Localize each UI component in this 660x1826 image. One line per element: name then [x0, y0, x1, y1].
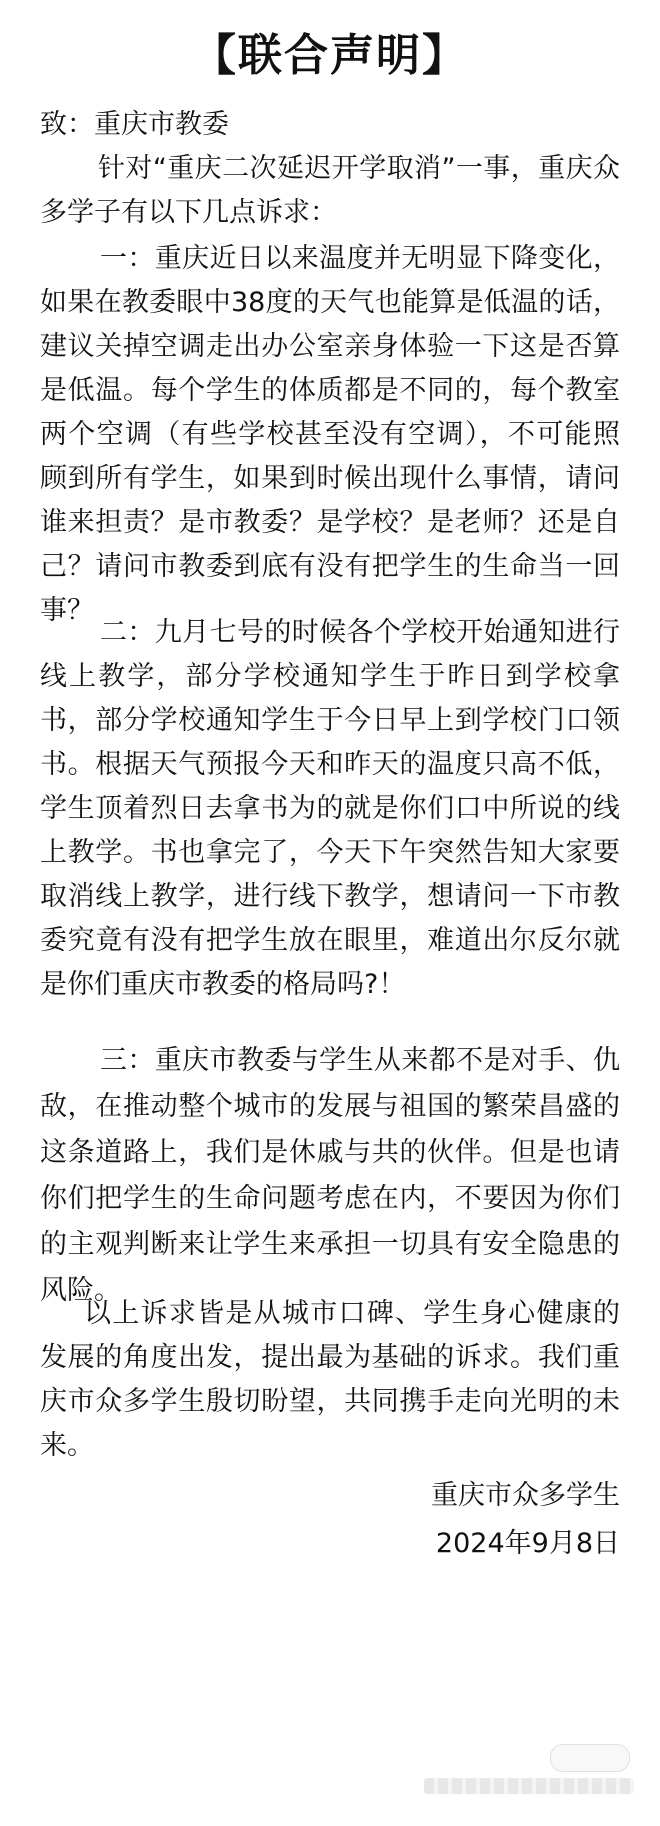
demand-one-paragraph: 一：重庆近日以来温度并无明显下降变化，如果在教委眼中38度的天气也能算是低温的话，建议关掉空调走出办公室亲身体验一下这是否算是低温。每个学生的体质都是不同的，每个教室两个空调（有些学校甚至没有空调），不可能照顾到所有学生，如果到时候出现什么事情，请问谁来担责？是市教委？是学校？是老师？还是自己？请问市教委到底有没有把学生的生命当一回事？	[40, 243, 620, 626]
demand-two-paragraph: 二：九月七号的时候各个学校开始通知进行线上教学，部分学校通知学生于昨日到学校拿书，部分学校通知学生于今日早上到学校门口领书。根据天气预报今天和昨天的温度只高不低，学生顶着烈日去拿书为的就是你们口中所说的线上教学。书也拿完了，今天下午突然告知大家要取消线上教学，进行线下教学，想请问一下市教委究竟有没有把学生放在眼里，难道出尔反尔就是你们重庆市教委的格局吗?！	[40, 617, 620, 1000]
watermark-logo-icon	[550, 1744, 630, 1772]
demand-three-paragraph: 三：重庆市教委与学生从来都不是对手、仇敌，在推动整个城市的发展与祖国的繁荣昌盛的这条道路上，我们是休戚与共的伙伴。但是也请你们把学生的生命问题考虑在内，不要因为你们的主观判断来让学生来承担一切具有安全隐患的风险。	[40, 1045, 620, 1306]
signature-block	[431, 1472, 620, 1568]
watermark-text	[424, 1778, 634, 1794]
signature-author: 重庆市众多学生	[431, 1480, 620, 1511]
closing-paragraph: 以上诉求皆是从城市口碑、学生身心健康的发展的角度出发，提出最为基础的诉求。我们重庆市众多学生殷切盼望，共同携手走向光明的未来。	[40, 1298, 620, 1461]
document-title: 【联合声明】	[192, 30, 468, 81]
watermark	[424, 1744, 634, 1804]
signature-date: 2024年9月8日	[435, 1528, 620, 1559]
intro-paragraph: 针对“重庆二次延迟开学取消”一事，重庆众多学子有以下几点诉求：	[40, 153, 620, 228]
addressee-line: 致：重庆市教委	[40, 109, 229, 140]
